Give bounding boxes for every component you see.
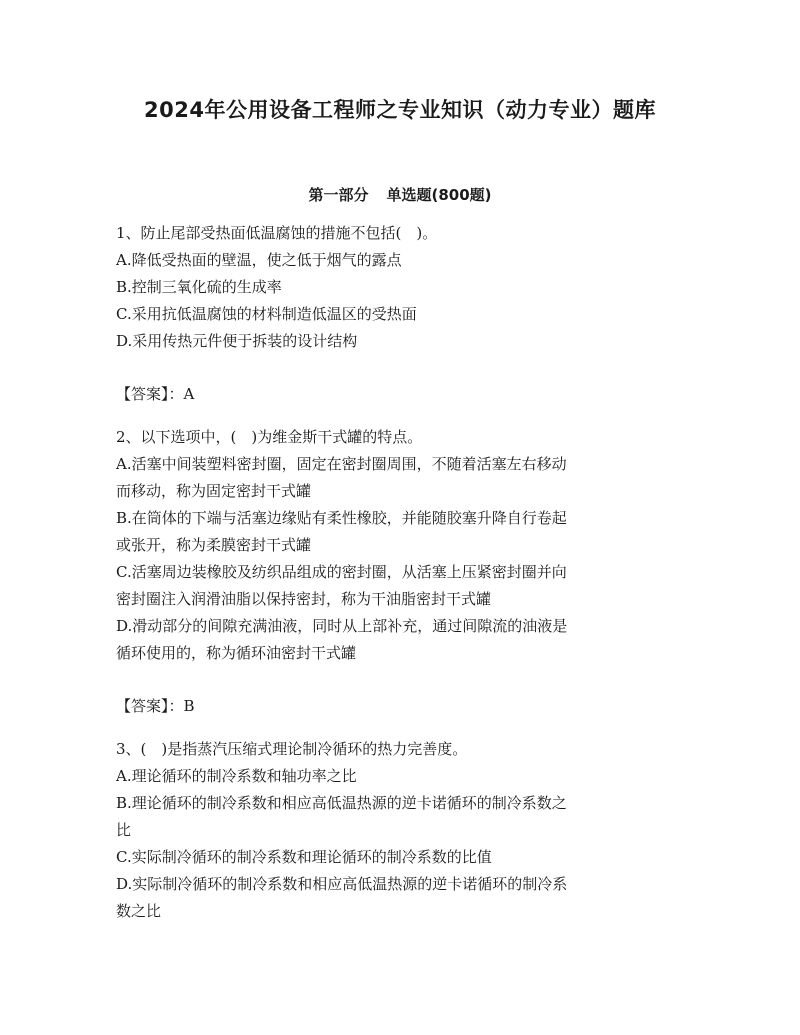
option-line: B.在筒体的下端与活塞边缘贴有柔性橡胶，并能随胶塞升降自行卷起 <box>116 509 567 527</box>
option-line: B.理论循环的制冷系数和相应高低温热源的逆卡诺循环的制冷系数之 <box>116 794 567 812</box>
answer-label: 【答案】：A <box>116 385 195 403</box>
option-b: B.控制三氧化硫的生成率 <box>116 278 282 296</box>
section-heading <box>0 183 800 207</box>
option-line: D.滑动部分的间隙充满油液，同时从上部补充，通过间隙流的油液是 <box>116 617 568 635</box>
question-list <box>116 220 676 925</box>
option-a: A.降低受热面的壁温，使之低于烟气的露点 <box>116 251 402 269</box>
answer-label: 【答案】：B <box>116 697 195 715</box>
option-c: C.采用抗低温腐蚀的材料制造低温区的受热面 <box>116 305 417 323</box>
option-line: 数之比 <box>116 902 162 920</box>
question-1 <box>116 220 676 408</box>
section-part: 第一部分 <box>308 186 369 204</box>
question-stem: 2、以下选项中，( )为维金斯干式罐的特点。 <box>116 428 423 446</box>
option-line: 比 <box>116 821 132 839</box>
option-c <box>116 559 676 613</box>
option-line: A.活塞中间装塑料密封圈，固定在密封圈周围，不随着活塞左右移动 <box>116 455 567 473</box>
section-type: 单选题(800题) <box>386 186 492 204</box>
option-b <box>116 790 676 844</box>
option-d <box>116 613 676 667</box>
option-line: D.实际制冷循环的制冷系数和相应高低温热源的逆卡诺循环的制冷系 <box>116 875 568 893</box>
option-line: C.活塞周边装橡胶及纺织品组成的密封圈，从活塞上压紧密封圈并向 <box>116 563 567 581</box>
option-d <box>116 871 676 925</box>
option-a: A.理论循环的制冷系数和轴功率之比 <box>116 767 357 785</box>
option-d: D.采用传热元件便于拆装的设计结构 <box>116 332 358 350</box>
option-line: 而移动，称为固定密封干式罐 <box>116 482 312 500</box>
option-line: 或张开，称为柔膜密封干式罐 <box>116 536 312 554</box>
option-line: 密封圈注入润滑油脂以保持密封，称为干油脂密封干式罐 <box>116 590 492 608</box>
question-3 <box>116 736 676 925</box>
option-c: C.实际制冷循环的制冷系数和理论循环的制冷系数的比值 <box>116 848 492 866</box>
option-a <box>116 451 676 505</box>
option-b <box>116 505 676 559</box>
question-stem: 3、( )是指蒸汽压缩式理论制冷循环的热力完善度。 <box>116 740 468 758</box>
question-2 <box>116 424 676 720</box>
document-title: 2024年公用设备工程师之专业知识（动力专业）题库 <box>144 98 656 122</box>
option-line: 循环使用的，称为循环油密封干式罐 <box>116 644 357 662</box>
question-stem: 1、防止尾部受热面低温腐蚀的措施不包括( )。 <box>116 224 438 242</box>
